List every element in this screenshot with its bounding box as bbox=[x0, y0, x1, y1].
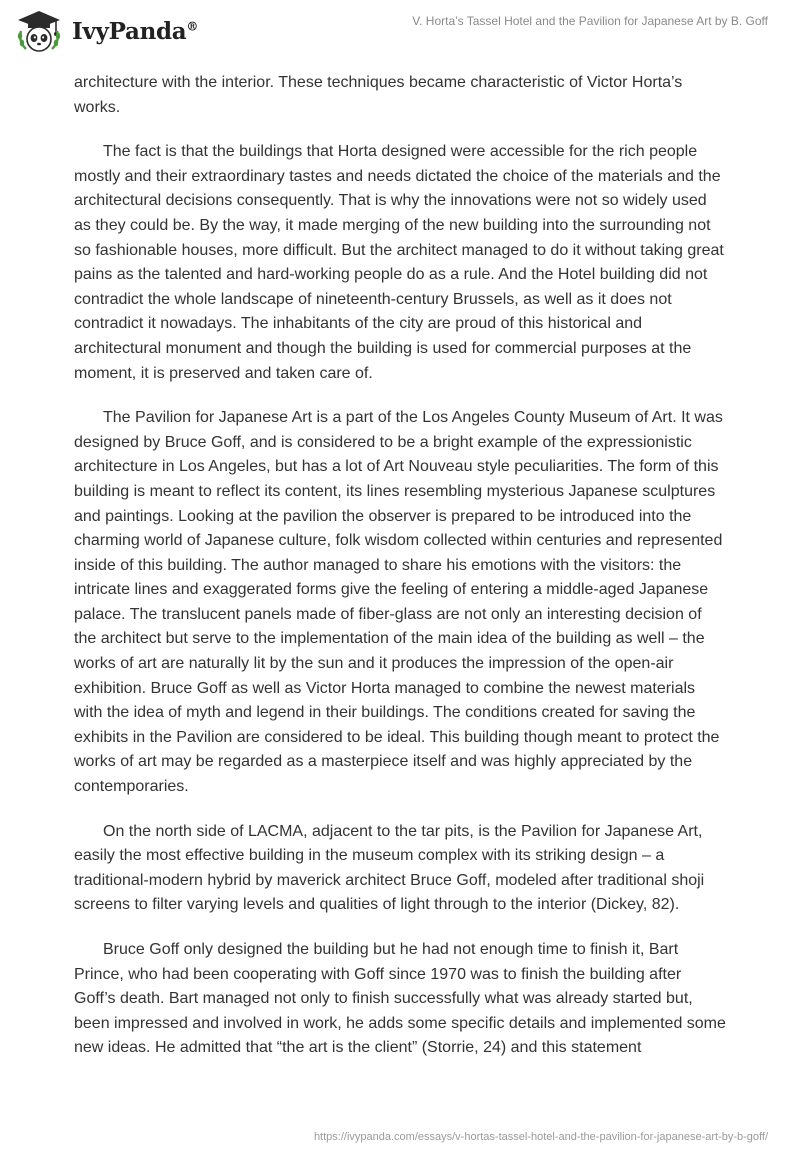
registered-mark: ® bbox=[186, 18, 199, 33]
source-url-link[interactable]: https://ivypanda.com/essays/v-hortas-tassel-hotel-and-the-pavilion-for-japanese-art-by-b-goff/ bbox=[313, 1131, 768, 1143]
paragraph-2: The fact is that the buildings that Horta designed were accessible for the rich people mostly and their extraordinary tastes and needs dictated the choice of the materials and the architectural decisions consequently. That is why the innovations were not so widely used as they could be. By the way, it made merging of the new building into the surrounding not so fashionable houses, more difficult. But the architect managed to do it without taking great pains as the talented and hard-working people do as a rule. And the Hotel building did not contradict the whole landscape of nineteenth-century Brussels, as well as it does not contradict it nowadays. The inhabitants of the city are proud of this historical and architectural monument and though the building is used for commercial purposes at the moment, it is preserved and taken care of. bbox=[74, 143, 724, 382]
page-header bbox=[0, 0, 800, 70]
panda-graduate-icon bbox=[14, 9, 64, 53]
paragraph-5: Bruce Goff only designed the building but he had not enough time to finish it, Bart Prince, who had been cooperating with Goff since 1970 was to finish the building after Goff’s death. Bart managed not only to finish successfully what was already started but, been impressed and involved in work, he adds some specific details and implemented some new ideas. He admitted that “the art is the client” (Storrie, 24) and this statement bbox=[74, 941, 726, 1057]
paragraph-4: On the north side of LACMA, adjacent to the tar pits, is the Pavilion for Japanese Art, easily the most effective building in the museum complex with its striking design – a traditional-modern hybrid by maverick architect Bruce Goff, modeled after traditional shoji screens to filter varying levels and qualities of light through to the interior (Dickey, 82). bbox=[74, 822, 705, 914]
paragraph-3: The Pavilion for Japanese Art is a part of the Los Angeles County Museum of Art. It was designed by Bruce Goff, and is considered to be a bright example of the expressionistic architecture in Los Angeles, but has a lot of Art Nouveau style peculiarities. The form of this building is meant to reflect its content, its lines resembling mysterious Japanese sculptures and paintings. Looking at the pavilion the observer is prepared to be introduced into the charming world of Japanese culture, folk wisdom collected within centuries and represented inside of this building. The author managed to share his emotions with the visitors: the intricate lines and exaggerated forms give the feeling of entering a middle-aged Japanese palace. The translucent panels made of fiber-glass are not only an interesting decision of the architect but serve to the implementation of the main idea of the building as well – the works of art are naturally lit by the sun and it produces the impression of the open-air exhibition. Bruce Goff as well as Victor Horta managed to combine the newest materials with the idea of myth and legend in their buildings. The conditions created for saving the exhibits in the Pavilion are considered to be ideal. This building though meant to protect the works of art may be regarded as a masterpiece itself and was highly appreciated by the contemporaries. bbox=[74, 409, 723, 796]
paragraph-1: architecture with the interior. These techniques became characteristic of Victor Horta’s works. bbox=[74, 74, 683, 116]
document-title: V. Horta’s Tassel Hotel and the Pavilion for Japanese Art by B. Goff bbox=[412, 14, 768, 28]
brand-name: IvyPanda® bbox=[72, 17, 199, 45]
essay-body bbox=[74, 71, 726, 1081]
ivypanda-logo[interactable] bbox=[14, 9, 198, 53]
